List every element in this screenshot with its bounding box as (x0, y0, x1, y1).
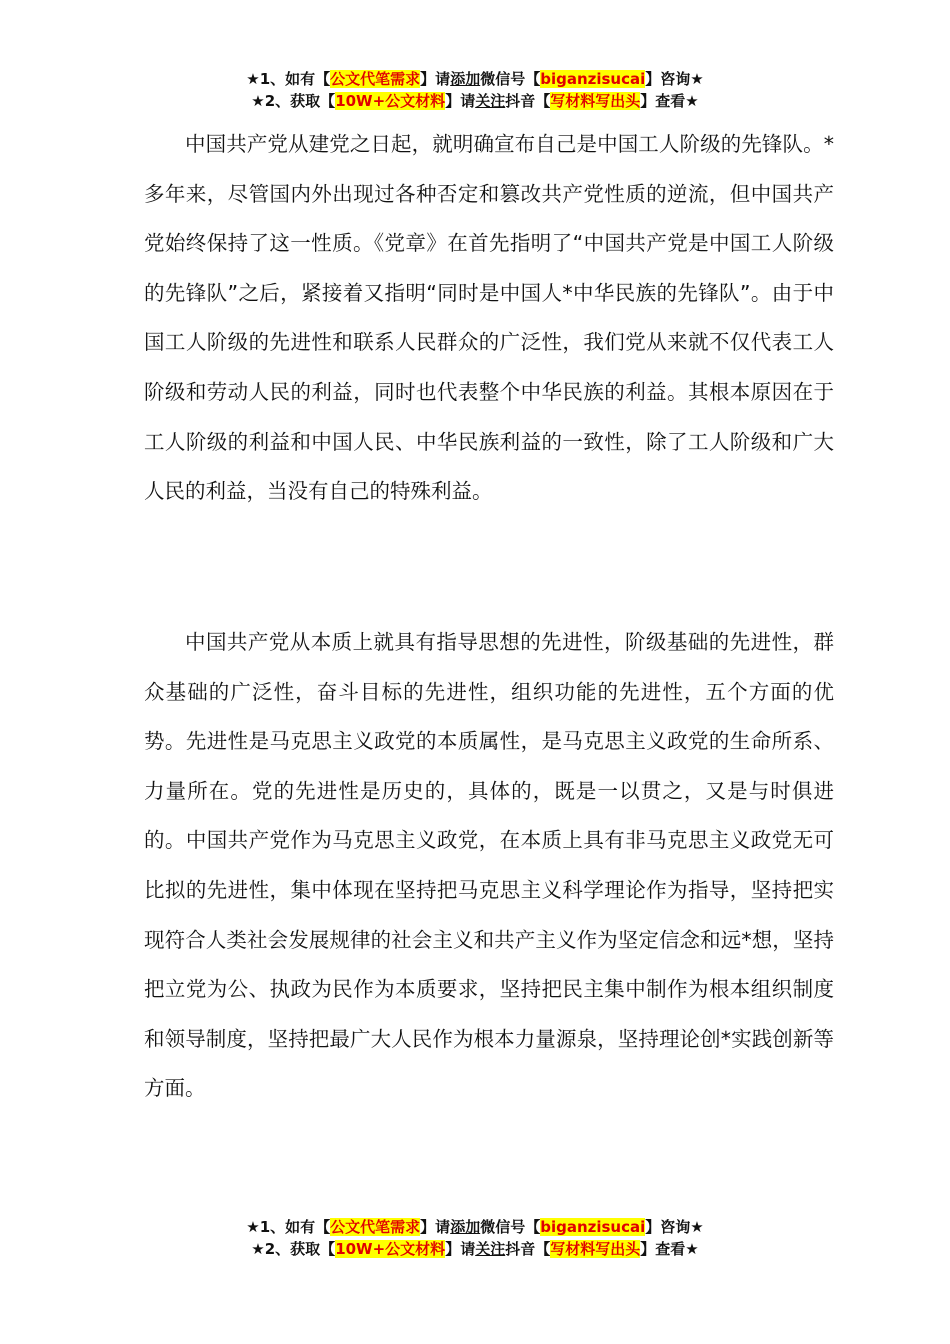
banner-line-2 (0, 1238, 950, 1260)
body-paragraph-1: 中国共产党从建党之日起，就明确宣布自己是中国工人阶级的先锋队。*多年来，尽管国内外出现过各种否定和篡改共产党性质的逆流，但中国共产党始终保持了这一性质。《党章》在首先指明了“中国共产党是中国工人阶级的先锋队”之后，紧接着又指明“同时是中国人*中华民族的先锋队”。由于中国工人阶级的先进性和联系人民群众的广泛性，我们党从来就不仅代表工人阶级和劳动人民的利益，同时也代表整个中华民族的利益。其根本原因在于工人阶级的利益和中国人民、中华民族利益的一致性，除了工人阶级和广大人民的利益，当没有自己的特殊利益。 (144, 132, 834, 504)
banner-text: 】请 (445, 92, 476, 110)
banner-highlight: 公文代笔需求 (330, 70, 421, 88)
banner-text: 】请 (445, 1240, 476, 1258)
banner-underlined-text: 添加 (450, 70, 481, 88)
banner-text: 】查看★ (640, 92, 699, 110)
banner-line-1 (0, 1216, 950, 1238)
footer-banner (0, 1216, 950, 1260)
banner-highlight: 写材料写出头 (550, 92, 641, 110)
banner-highlight: biganzisucai (540, 70, 646, 88)
banner-underlined-text: 关注 (475, 92, 506, 110)
banner-text: ★2、获取【 (251, 1240, 336, 1258)
banner-text: ★2、获取【 (251, 92, 336, 110)
banner-underlined-text: 关注 (475, 1240, 506, 1258)
banner-highlight: 写材料写出头 (550, 1240, 641, 1258)
banner-text: 】咨询★ (645, 70, 704, 88)
banner-highlight: biganzisucai (540, 1218, 646, 1236)
banner-line-2 (0, 90, 950, 112)
header-banner (0, 68, 950, 112)
banner-text: 抖音【 (505, 92, 551, 110)
banner-text: 抖音【 (505, 1240, 551, 1258)
banner-text: 微信号【 (480, 70, 541, 88)
banner-text: 】查看★ (640, 1240, 699, 1258)
banner-text: 】请 (420, 70, 451, 88)
body-paragraph-2: 中国共产党从本质上就具有指导思想的先进性，阶级基础的先进性，群众基础的广泛性，奋斗目标的先进性，组织功能的先进性，五个方面的优势。先进性是马克思主义政党的本质属性，是马克思主义政党的生命所系、力量所在。党的先进性是历史的，具体的，既是一以贯之，又是与时俱进的。中国共产党作为马克思主义政党，在本质上具有非马克思主义政党无可比拟的先进性，集中体现在坚持把马克思主义科学理论作为指导，坚持把实现符合人类社会发展规律的社会主义和共产主义作为坚定信念和远*想，坚持把立党为公、执政为民作为本质要求，坚持把民主集中制作为根本组织制度和领导制度，坚持把最广大人民作为根本力量源泉，坚持理论创*实践创新等方面。 (144, 630, 834, 1101)
banner-text: 】咨询★ (645, 1218, 704, 1236)
banner-text: 】请 (420, 1218, 451, 1236)
banner-highlight: 10W+公文材料 (335, 92, 446, 110)
banner-line-1 (0, 68, 950, 90)
banner-text: 微信号【 (480, 1218, 541, 1236)
banner-highlight: 10W+公文材料 (335, 1240, 446, 1258)
banner-highlight: 公文代笔需求 (330, 1218, 421, 1236)
banner-underlined-text: 添加 (450, 1218, 481, 1236)
banner-text: ★1、如有【 (246, 1218, 331, 1236)
banner-text: ★1、如有【 (246, 70, 331, 88)
